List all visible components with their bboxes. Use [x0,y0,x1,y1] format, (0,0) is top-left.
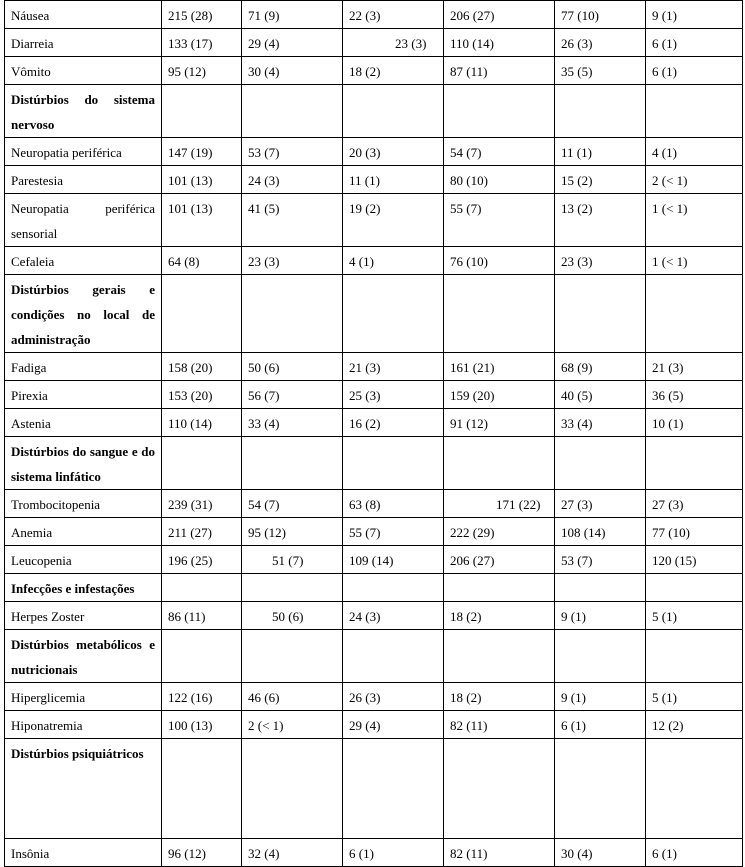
table-cell: 33 (4) [242,409,343,437]
table-cell: 82 (11) [444,839,555,867]
adverse-events-table [4,0,743,867]
table-row [5,194,743,247]
row-label: Trombocitopenia [5,490,162,518]
row-label: Neuropatia periférica [5,138,162,166]
table-row [5,546,743,574]
empty-cell [555,85,646,138]
table-cell: 11 (1) [555,138,646,166]
empty-cell [343,85,444,138]
table-cell: 4 (1) [343,247,444,275]
table-cell: 16 (2) [343,409,444,437]
empty-cell [646,739,743,839]
table-cell: 215 (28) [162,1,242,29]
table-cell: 2 (< 1) [646,166,743,194]
empty-cell [555,630,646,683]
table-cell: 35 (5) [555,57,646,85]
table-cell: 10 (1) [646,409,743,437]
table-cell: 77 (10) [646,518,743,546]
table-cell: 96 (12) [162,839,242,867]
table-cell: 11 (1) [343,166,444,194]
section-header-row [5,574,743,602]
empty-cell [242,574,343,602]
row-label: Fadiga [5,353,162,381]
table-cell: 55 (7) [343,518,444,546]
table-cell: 23 (3) [555,247,646,275]
table-cell: 76 (10) [444,247,555,275]
table-cell: 153 (20) [162,381,242,409]
empty-cell [646,630,743,683]
table-cell: 22 (3) [343,1,444,29]
table-cell: 95 (12) [162,57,242,85]
table-row [5,839,743,867]
table-cell: 5 (1) [646,683,743,711]
table-cell: 120 (15) [646,546,743,574]
table-cell: 110 (14) [444,29,555,57]
table-cell: 27 (3) [555,490,646,518]
table-row [5,683,743,711]
section-header: Distúrbios do sangue e do sistema linfático [5,437,162,490]
table-cell: 9 (1) [646,1,743,29]
table-cell: 91 (12) [444,409,555,437]
empty-cell [242,739,343,839]
table-cell: 18 (2) [444,683,555,711]
empty-cell [646,437,743,490]
empty-cell [242,85,343,138]
empty-cell [242,437,343,490]
table-row [5,57,743,85]
table-cell: 77 (10) [555,1,646,29]
table-body [5,1,743,867]
table-cell: 82 (11) [444,711,555,739]
row-label: Insônia [5,839,162,867]
empty-cell [555,437,646,490]
empty-cell [242,275,343,353]
table-cell: 24 (3) [343,602,444,630]
table-cell: 5 (1) [646,602,743,630]
table-cell: 50 (6) [242,353,343,381]
empty-cell [343,630,444,683]
empty-cell [646,574,743,602]
table-row [5,353,743,381]
table-cell: 222 (29) [444,518,555,546]
table-cell: 27 (3) [646,490,743,518]
table-row [5,518,743,546]
table-cell: 6 (1) [343,839,444,867]
table-cell: 239 (31) [162,490,242,518]
table-cell: 26 (3) [343,683,444,711]
section-header-row [5,85,743,138]
empty-cell [343,275,444,353]
table-cell: 206 (27) [444,546,555,574]
table-cell: 211 (27) [162,518,242,546]
table-cell: 6 (1) [646,29,743,57]
table-cell: 29 (4) [343,711,444,739]
table-cell: 53 (7) [242,138,343,166]
table-cell: 54 (7) [242,490,343,518]
table-cell: 23 (3) [242,247,343,275]
empty-cell [343,574,444,602]
table-cell: 54 (7) [444,138,555,166]
table-cell: 21 (3) [646,353,743,381]
empty-cell [444,85,555,138]
table-cell: 46 (6) [242,683,343,711]
section-header-row [5,739,743,839]
table-row [5,138,743,166]
table-row [5,381,743,409]
row-label: Pirexia [5,381,162,409]
empty-cell [646,85,743,138]
table-cell: 158 (20) [162,353,242,381]
section-header: Distúrbios psiquiátricos [5,739,162,839]
table-cell: 2 (< 1) [242,711,343,739]
row-label: Leucopenia [5,546,162,574]
table-cell: 1 (< 1) [646,247,743,275]
table-cell: 30 (4) [242,57,343,85]
table-cell: 32 (4) [242,839,343,867]
table-row [5,490,743,518]
table-cell: 4 (1) [646,138,743,166]
table-cell: 50 (6) [242,602,343,630]
table-cell: 18 (2) [444,602,555,630]
table-cell: 171 (22) [444,490,555,518]
table-cell: 23 (3) [343,29,444,57]
row-label: Vômito [5,57,162,85]
empty-cell [555,739,646,839]
empty-cell [444,437,555,490]
table-cell: 161 (21) [444,353,555,381]
table-cell: 206 (27) [444,1,555,29]
table-cell: 21 (3) [343,353,444,381]
empty-cell [343,739,444,839]
table-cell: 41 (5) [242,194,343,247]
table-cell: 24 (3) [242,166,343,194]
row-label: Parestesia [5,166,162,194]
table-cell: 64 (8) [162,247,242,275]
table-cell: 12 (2) [646,711,743,739]
table-row [5,166,743,194]
table-cell: 55 (7) [444,194,555,247]
table-cell: 196 (25) [162,546,242,574]
row-label: Diarreia [5,29,162,57]
table-cell: 108 (14) [555,518,646,546]
table-cell: 53 (7) [555,546,646,574]
table-cell: 159 (20) [444,381,555,409]
table-cell: 51 (7) [242,546,343,574]
table-cell: 36 (5) [646,381,743,409]
empty-cell [444,630,555,683]
row-label: Hiponatremia [5,711,162,739]
row-label: Cefaleia [5,247,162,275]
empty-cell [162,85,242,138]
table-cell: 25 (3) [343,381,444,409]
empty-cell [242,630,343,683]
table-cell: 9 (1) [555,683,646,711]
row-label: Neuropatia periférica sensorial [5,194,162,247]
table-cell: 30 (4) [555,839,646,867]
table-cell: 33 (4) [555,409,646,437]
table-cell: 29 (4) [242,29,343,57]
table-cell: 122 (16) [162,683,242,711]
empty-cell [162,739,242,839]
table-cell: 109 (14) [343,546,444,574]
empty-cell [162,574,242,602]
table-cell: 26 (3) [555,29,646,57]
empty-cell [444,574,555,602]
row-label: Náusea [5,1,162,29]
empty-cell [162,437,242,490]
table-cell: 71 (9) [242,1,343,29]
table-cell: 40 (5) [555,381,646,409]
table-cell: 133 (17) [162,29,242,57]
section-header-row [5,275,743,353]
table-row [5,602,743,630]
table-cell: 56 (7) [242,381,343,409]
section-header: Distúrbios do sistema nervoso [5,85,162,138]
section-header-row [5,630,743,683]
row-label: Anemia [5,518,162,546]
table-cell: 68 (9) [555,353,646,381]
empty-cell [162,630,242,683]
empty-cell [343,437,444,490]
table-cell: 20 (3) [343,138,444,166]
empty-cell [646,275,743,353]
table-cell: 95 (12) [242,518,343,546]
table-cell: 6 (1) [555,711,646,739]
table-row [5,29,743,57]
table-cell: 86 (11) [162,602,242,630]
table-cell: 6 (1) [646,839,743,867]
empty-cell [555,574,646,602]
table-cell: 110 (14) [162,409,242,437]
table-cell: 6 (1) [646,57,743,85]
section-header: Distúrbios metabólicos e nutricionais [5,630,162,683]
section-header: Distúrbios gerais e condições no local de administração [5,275,162,353]
empty-cell [162,275,242,353]
table-cell: 9 (1) [555,602,646,630]
table-cell: 87 (11) [444,57,555,85]
table-row [5,711,743,739]
row-label: Herpes Zoster [5,602,162,630]
row-label: Hiperglicemia [5,683,162,711]
table-cell: 80 (10) [444,166,555,194]
table-cell: 147 (19) [162,138,242,166]
empty-cell [555,275,646,353]
table-cell: 1 (< 1) [646,194,743,247]
table-cell: 15 (2) [555,166,646,194]
row-label: Astenia [5,409,162,437]
table-row [5,1,743,29]
table-cell: 13 (2) [555,194,646,247]
empty-cell [444,275,555,353]
section-header-row [5,437,743,490]
table-cell: 101 (13) [162,194,242,247]
section-header: Infecções e infestações [5,574,162,602]
table-cell: 63 (8) [343,490,444,518]
table-cell: 19 (2) [343,194,444,247]
table-row [5,247,743,275]
table-cell: 101 (13) [162,166,242,194]
table-row [5,409,743,437]
table-cell: 100 (13) [162,711,242,739]
table-cell: 18 (2) [343,57,444,85]
empty-cell [444,739,555,839]
